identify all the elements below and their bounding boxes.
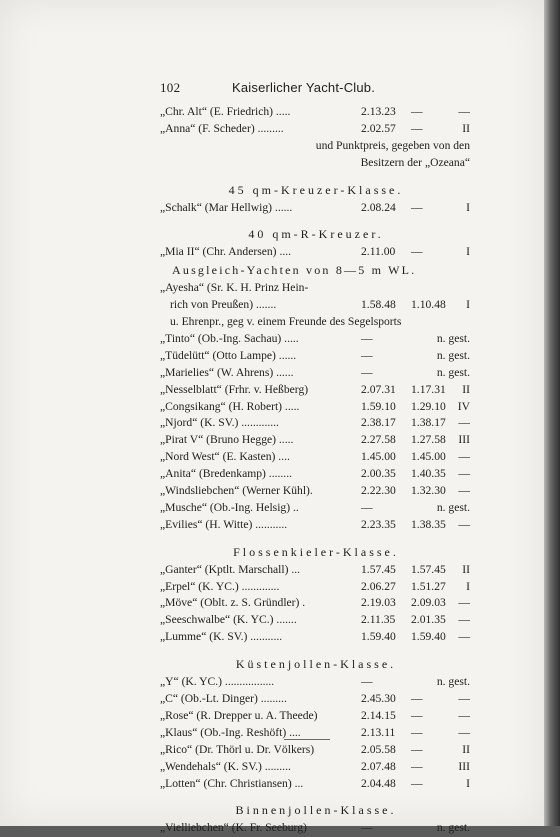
class-heading: Küstenjollen-Klasse.	[235, 657, 397, 672]
sailed-time: 2.13.23	[361, 105, 396, 118]
prize-rank: II	[462, 382, 470, 396]
sailed-time: 2.04.48	[361, 776, 396, 790]
corrected-time: 1.38.17	[411, 416, 446, 430]
yacht-owner: „Schalk“ (Mar Hellwig) ......	[160, 200, 293, 214]
result-row	[160, 466, 472, 483]
corrected-time: 2.01.35	[411, 613, 446, 627]
result-row	[160, 121, 472, 138]
row-group	[160, 674, 472, 792]
prize-rank: —	[458, 725, 470, 739]
prize-rank: III	[458, 759, 470, 773]
sailed-time: 2.13.11	[361, 725, 396, 739]
prize-rank: I	[466, 200, 470, 214]
prize-rank: —	[458, 105, 470, 118]
prize-rank: —	[458, 692, 470, 706]
result-row	[160, 382, 472, 399]
result-row	[160, 674, 472, 691]
result-row	[160, 200, 472, 217]
result-row	[160, 244, 472, 261]
prize-rank: IV	[457, 399, 470, 413]
prize-rank: II	[462, 742, 470, 756]
prize-rank: —	[458, 630, 470, 644]
corrected-time: 1.51.27	[411, 579, 446, 593]
result-row	[160, 500, 472, 517]
yacht-owner: „Klaus“ (Ob.-Ing. Reshöft) ....	[160, 725, 301, 739]
yacht-owner: „Njord“ (K. SV.) .............	[160, 416, 279, 430]
sailed-time: 1.58.48	[361, 298, 396, 312]
prize-rank: n. gest.	[436, 821, 470, 835]
yacht-owner: „Wendehals“ (K. SV.) .........	[160, 759, 291, 773]
result-row	[160, 483, 472, 500]
prize-rank: —	[458, 416, 470, 430]
corrected-time: 1.40.35	[411, 467, 446, 481]
sailed-time: 1.59.40	[361, 630, 396, 644]
yacht-owner: „Seeschwalbe“ (K. YC.) .......	[160, 613, 297, 627]
sailed-time: 2.06.27	[361, 579, 396, 593]
result-row	[160, 820, 472, 837]
prize-rank: n. gest.	[436, 675, 470, 689]
corrected-time: —	[411, 759, 423, 773]
corrected-time: 1.38.35	[411, 517, 446, 531]
corrected-time: 1.32.30	[411, 484, 446, 498]
prize-rank: n. gest.	[436, 500, 470, 514]
corrected-time: 1.45.00	[411, 450, 446, 464]
sailed-time: 2.19.03	[361, 596, 396, 610]
result-row	[160, 776, 472, 793]
yacht-owner: „Marielies“ (W. Ahrens) ......	[160, 365, 294, 379]
sailed-time: —	[361, 821, 373, 835]
row-group	[160, 104, 472, 138]
sailed-time: 2.14.15	[361, 708, 396, 722]
class-heading: 40 qm-R-Kreuzer.	[248, 227, 384, 242]
note-line: u. Ehrenpr., geg v. einem Freunde des Segelsports	[170, 315, 402, 329]
corrected-time: —	[411, 725, 423, 739]
yacht-owner: „Windsliebchen“ (Werner Kühl).	[160, 484, 313, 498]
corrected-time: 1.57.45	[411, 562, 446, 576]
yacht-owner: „Ganter“ (Kptlt. Marschall) ...	[160, 562, 301, 576]
note-line: und Punktpreis, gegeben von den	[315, 138, 470, 152]
yacht-owner: „Rose“ (R. Drepper u. A. Theede)	[160, 708, 318, 722]
result-row	[160, 104, 472, 121]
sailed-time: 2.38.17	[361, 416, 396, 430]
sailed-time: —	[361, 500, 373, 514]
section-divider	[284, 739, 330, 740]
yacht-owner: „Nesselblatt“ (Frhr. v. Heßberg)	[160, 382, 309, 396]
sailed-time: 2.23.35	[361, 517, 396, 531]
result-row	[160, 708, 472, 725]
note-line: Besitzern der „Ozeana“	[360, 155, 470, 169]
prize-rank: I	[466, 245, 470, 259]
result-row	[160, 365, 472, 382]
sailed-time: 2.11.35	[361, 613, 396, 627]
page-edge-shadow	[544, 0, 560, 826]
prize-rank: —	[458, 467, 470, 481]
prize-rank: —	[458, 517, 470, 531]
row-group	[160, 562, 472, 646]
entry-line: „Ayesha“ (Sr. K. H. Prinz Hein-	[160, 281, 309, 295]
yacht-owner: „Lumme“ (K. SV.) ...........	[160, 630, 283, 644]
prize-rank: I	[466, 298, 470, 312]
corrected-time: 1.27.58	[411, 433, 446, 447]
sailed-time: —	[361, 365, 373, 379]
result-row	[160, 691, 472, 708]
yacht-owner: „Chr. Alt“ (E. Friedrich) .....	[160, 105, 291, 118]
yacht-owner: „Y“ (K. YC.) .................	[160, 675, 275, 689]
corrected-time: 1.29.10	[411, 399, 446, 413]
prize-rank: —	[458, 596, 470, 610]
sailed-time: 1.57.45	[361, 562, 396, 576]
sailed-time: 2.27.58	[361, 433, 396, 447]
result-row	[160, 562, 472, 579]
sailed-time: 2.07.31	[361, 382, 396, 396]
prize-rank: n. gest.	[436, 365, 470, 379]
prize-rank: III	[458, 433, 470, 447]
sailed-time: 2.05.58	[361, 742, 396, 756]
prize-rank: —	[458, 450, 470, 464]
sailed-time: 2.02.57	[361, 121, 396, 135]
result-row	[160, 595, 472, 612]
class-heading: 45 qm-Kreuzer-Klasse.	[228, 182, 404, 197]
row-group	[160, 244, 472, 261]
sailed-time: 1.45.00	[361, 450, 396, 464]
sailed-time: 2.00.35	[361, 467, 396, 481]
sailed-time: 2.08.24	[361, 200, 396, 214]
row-group	[160, 200, 472, 217]
yacht-owner: „Nord West“ (E. Kasten) ....	[160, 450, 290, 464]
corrected-time: 1.17.31	[411, 382, 446, 396]
yacht-owner: „Congsikang“ (H. Robert) .....	[160, 399, 300, 413]
corrected-time: —	[411, 776, 423, 790]
yacht-owner: „Anita“ (Bredenkamp) ........	[160, 467, 292, 481]
prize-rank: I	[466, 579, 470, 593]
corrected-time: —	[411, 692, 423, 706]
corrected-time: —	[411, 105, 423, 118]
corrected-time: —	[411, 742, 423, 756]
yacht-owner: „Evilies“ (H. Witte) ...........	[160, 517, 288, 531]
prize-rank: n. gest.	[436, 332, 470, 346]
corrected-time: 1.59.40	[411, 630, 446, 644]
prize-rank: II	[462, 562, 470, 576]
result-row	[160, 759, 472, 776]
page-number: 102	[160, 80, 181, 95]
sailed-time: —	[361, 332, 373, 346]
corrected-time: 1.10.48	[411, 298, 446, 312]
prize-rank: II	[462, 121, 470, 135]
result-row	[160, 579, 472, 596]
sailed-time: 2.22.30	[361, 484, 396, 498]
yacht-owner: „Möve“ (Oblt. z. S. Gründler) .	[160, 596, 306, 610]
yacht-owner: „Mia II“ (Chr. Andersen) ....	[160, 245, 292, 259]
yacht-owner: „Tüdelütt“ (Otto Lampe) ......	[160, 348, 297, 362]
result-row	[160, 297, 472, 314]
row-group	[160, 331, 472, 534]
result-row	[160, 449, 472, 466]
yacht-owner: „Lotten“ (Chr. Christiansen) ...	[160, 776, 304, 790]
result-row	[160, 331, 472, 348]
class-heading: Flossenkieler-Klasse.	[233, 544, 399, 559]
prize-rank: —	[458, 708, 470, 722]
yacht-owner: „Pirat V“ (Bruno Hegge) .....	[160, 433, 294, 447]
corrected-time: —	[411, 245, 423, 259]
corrected-time: —	[411, 121, 423, 135]
result-row	[160, 399, 472, 416]
yacht-owner: „Rico“ (Dr. Thörl u. Dr. Völkers)	[160, 742, 315, 756]
prize-rank: —	[458, 613, 470, 627]
results-list	[160, 104, 472, 837]
sailed-time: —	[361, 675, 373, 689]
section-block	[160, 104, 472, 172]
result-row	[160, 415, 472, 432]
sailed-time: —	[361, 348, 373, 362]
sailed-time: 1.59.10	[361, 399, 396, 413]
result-row	[160, 612, 472, 629]
sailed-time: 2.11.00	[361, 245, 396, 259]
row-group	[160, 820, 472, 837]
yacht-owner: „Anna“ (F. Scheder) .........	[160, 121, 284, 135]
corrected-time: 2.09.03	[411, 596, 446, 610]
class-heading: Ausgleich-Yachten von 8—5 m WL.	[172, 263, 417, 278]
yacht-owner: rich von Preußen) .......	[170, 298, 277, 312]
running-title: Kaiserlicher Yacht-Club.	[232, 80, 376, 95]
class-heading: Binnenjollen-Klasse.	[235, 803, 397, 818]
sailed-time: 2.07.48	[361, 759, 396, 773]
corrected-time: —	[411, 200, 423, 214]
sailed-time: 2.45.30	[361, 692, 396, 706]
result-row	[160, 742, 472, 759]
result-row	[160, 348, 472, 365]
result-row	[160, 629, 472, 646]
prize-rank: n. gest.	[436, 348, 470, 362]
yacht-owner: „C“ (Ob.-Lt. Dinger) .........	[160, 692, 287, 706]
page-header	[160, 80, 470, 98]
yacht-owner: „Tinto“ (Ob.-Ing. Sachau) .....	[160, 332, 299, 346]
corrected-time: —	[411, 708, 423, 722]
prize-rank: —	[458, 484, 470, 498]
yacht-owner: „Erpel“ (K. YC.) .............	[160, 579, 280, 593]
prize-rank: I	[466, 776, 470, 790]
result-row	[160, 432, 472, 449]
result-row	[160, 517, 472, 534]
yacht-owner: „Vielliebchen“ (K. Fr. Seeburg)	[160, 821, 307, 835]
yacht-owner: „Musche“ (Ob.-Ing. Helsig) ..	[160, 500, 299, 514]
